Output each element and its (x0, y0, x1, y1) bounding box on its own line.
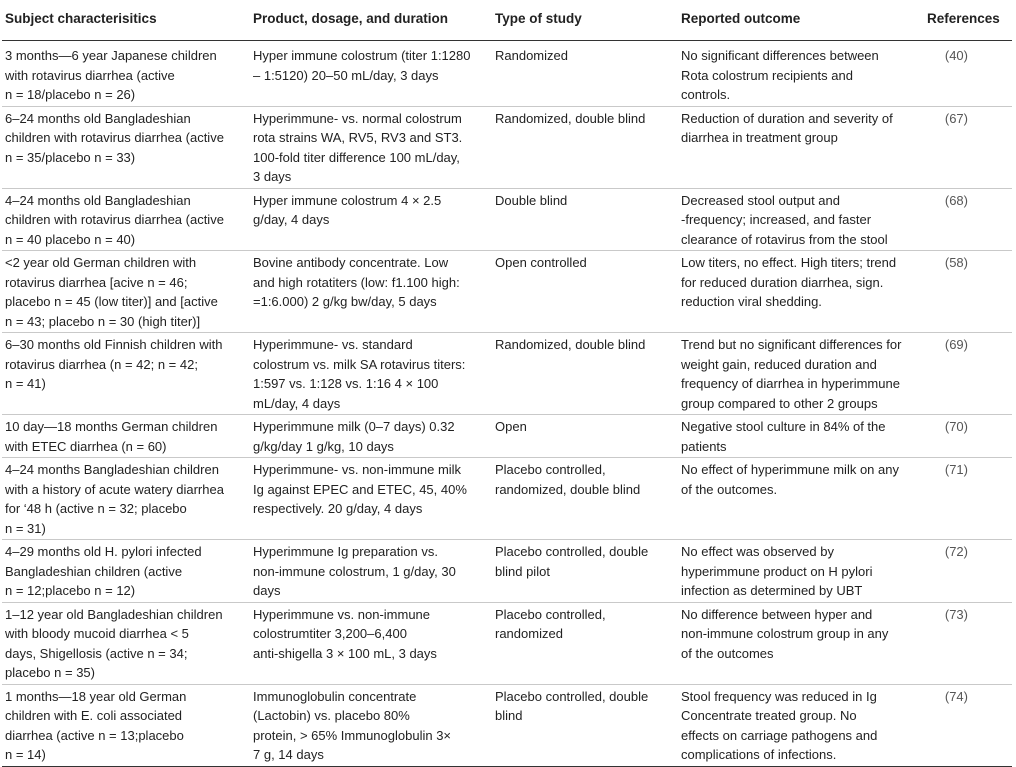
cell-line: children with E. coli associated (5, 708, 183, 723)
cell-reference: (72) (924, 540, 1012, 603)
cell-line: Placebo controlled, (495, 462, 606, 477)
cell-line: with a history of acute watery diarrhea (5, 481, 224, 497)
table-row (2, 684, 1012, 766)
cell-line: rota strains WA, RV5, RV3 and ST3. (253, 130, 463, 145)
cell-line: for reduced duration diarrhea, sign. (681, 274, 884, 290)
table-row (2, 41, 1012, 107)
cell-line: 100-fold titer difference 100 mL/day, (253, 149, 460, 165)
cell-subject (2, 188, 250, 251)
cell-line: n = 12;placebo n = 12) (5, 583, 136, 598)
cell-study-type (492, 251, 678, 333)
cell-line: Hyperimmune- vs. normal colostrum (253, 110, 462, 126)
cell-outcome (678, 188, 924, 251)
cell-line: Hyper immune colostrum (titer 1:1280 (253, 48, 471, 63)
header-references: References (924, 0, 1012, 41)
cell-reference: (58) (924, 251, 1012, 333)
cell-line: protein, > 65% Immunoglobulin 3× (253, 727, 452, 743)
cell-reference: (69) (924, 333, 1012, 415)
cell-line: Hyperimmune Ig preparation vs. (253, 544, 438, 559)
cell-line: Negative stool culture in 84% of the (681, 419, 886, 434)
cell-line: Hyperimmune- vs. non-immune milk (253, 462, 462, 477)
cell-line: Double blind (495, 192, 568, 208)
cell-line: 1:597 vs. 1:128 vs. 1:16 4 × 100 (253, 376, 439, 391)
cell-outcome (678, 251, 924, 333)
cell-line: 4–24 months Bangladeshian children (5, 462, 219, 477)
cell-line: non-immune colostrum, 1 g/day, 30 (253, 563, 456, 579)
cell-line: children with rotavirus diarrhea (active (5, 212, 224, 227)
cell-reference: (74) (924, 684, 1012, 766)
cell-line: 1–12 year old Bangladeshian children (5, 606, 223, 622)
cell-line: effects on carriage pathogens and (681, 727, 878, 743)
cell-line: No effect was observed by (681, 544, 834, 559)
cell-study-type (492, 41, 678, 107)
cell-line: Randomized, double blind (495, 337, 646, 352)
cell-line: =1:6.000) 2 g/kg bw/day, 5 days (253, 294, 437, 309)
cell-study-type (492, 106, 678, 188)
cell-line: No significant differences between (681, 48, 879, 63)
cell-line: anti-shigella 3 × 100 mL, 3 days (253, 645, 437, 661)
cell-line: Stool frequency was reduced in Ig (681, 688, 877, 704)
cell-outcome (678, 333, 924, 415)
cell-subject (2, 602, 250, 684)
cell-line: blind (495, 708, 523, 723)
cell-line: days (253, 583, 281, 598)
table-row (2, 540, 1012, 603)
cell-line: Rota colostrum recipients and (681, 67, 853, 83)
table-row (2, 333, 1012, 415)
cell-product (250, 540, 492, 603)
cell-line: g/day, 4 days (253, 212, 330, 227)
cell-line: g/kg/day 1 g/kg, 10 days (253, 438, 394, 454)
cell-product (250, 684, 492, 766)
cell-line: 6–24 months old Bangladeshian (5, 110, 191, 126)
cell-line: n = 41) (5, 376, 46, 391)
cell-outcome (678, 106, 924, 188)
cell-subject (2, 251, 250, 333)
cell-line: n = 40 placebo n = 40) (5, 231, 136, 247)
cell-line: Hyperimmune- vs. standard (253, 337, 413, 352)
cell-line: Concentrate treated group. No (681, 708, 857, 723)
cell-line: randomized (495, 626, 563, 641)
cell-line: (Lactobin) vs. placebo 80% (253, 708, 410, 723)
cell-line: Open controlled (495, 255, 587, 270)
header-subject: Subject characterisitics (2, 0, 250, 41)
cell-line: -frequency; increased, and faster (681, 212, 872, 227)
cell-line: Hyperimmune vs. non-immune (253, 606, 431, 622)
cell-line: non-immune colostrum group in any (681, 626, 889, 641)
cell-outcome (678, 415, 924, 458)
study-table (2, 0, 1012, 767)
header-outcome: Reported outcome (678, 0, 924, 41)
cell-line: 4–24 months old Bangladeshian (5, 192, 191, 208)
cell-subject (2, 458, 250, 540)
cell-line: n = 43; placebo n = 30 (high titer)] (5, 313, 201, 329)
cell-product (250, 41, 492, 107)
cell-line: of the outcomes (681, 645, 774, 661)
table-row (2, 458, 1012, 540)
cell-line: reduction viral shedding. (681, 294, 822, 309)
cell-outcome (678, 458, 924, 540)
cell-subject (2, 540, 250, 603)
cell-reference: (70) (924, 415, 1012, 458)
cell-reference: (68) (924, 188, 1012, 251)
cell-outcome (678, 41, 924, 107)
cell-product (250, 415, 492, 458)
cell-line: 4–29 months old H. pylori infected (5, 544, 202, 559)
cell-line: n = 18/placebo n = 26) (5, 87, 136, 102)
cell-line: rotavirus diarrhea [acive n = 46; (5, 274, 188, 290)
cell-line: diarrhea (active n = 13;placebo (5, 727, 184, 743)
cell-product (250, 458, 492, 540)
cell-line: hyperimmune product on H pylori (681, 563, 873, 579)
cell-line: Trend but no significant differences for (681, 337, 902, 352)
cell-line: respectively. 20 g/day, 4 days (253, 501, 423, 516)
cell-study-type (492, 458, 678, 540)
cell-study-type (492, 540, 678, 603)
cell-line: complications of infections. (681, 747, 837, 762)
cell-line: – 1:5120) 20–50 mL/day, 3 days (253, 67, 439, 83)
table-header (2, 0, 1012, 41)
cell-line: Randomized, double blind (495, 110, 646, 126)
cell-line: days, Shigellosis (active n = 34; (5, 645, 188, 661)
cell-line: 3 days (253, 169, 292, 184)
cell-study-type (492, 415, 678, 458)
cell-line: Decreased stool output and (681, 192, 840, 208)
cell-line: 10 day—18 months German children (5, 419, 218, 434)
cell-line: for ‘48 h (active n = 32; placebo (5, 501, 187, 516)
cell-line: clearance of rotavirus from the stool (681, 231, 888, 247)
cell-reference: (67) (924, 106, 1012, 188)
cell-line: 6–30 months old Finnish children with (5, 337, 223, 352)
cell-line: mL/day, 4 days (253, 395, 341, 411)
cell-line: colostrum vs. milk SA rotavirus titers: (253, 356, 466, 372)
cell-line: with rotavirus diarrhea (active (5, 67, 175, 83)
cell-line: weight gain, reduced duration and (681, 356, 877, 372)
table-row (2, 251, 1012, 333)
cell-outcome (678, 602, 924, 684)
cell-study-type (492, 684, 678, 766)
header-study-type: Type of study (492, 0, 678, 41)
cell-line: 1 months—18 year old German (5, 688, 187, 704)
cell-line: randomized, double blind (495, 481, 641, 497)
table-row (2, 602, 1012, 684)
cell-study-type (492, 188, 678, 251)
cell-line: n = 14) (5, 747, 46, 762)
table-body (2, 41, 1012, 767)
cell-product (250, 251, 492, 333)
cell-reference: (40) (924, 41, 1012, 107)
table-row (2, 415, 1012, 458)
cell-line: frequency of diarrhea in hyperimmune (681, 376, 900, 391)
cell-line: diarrhea in treatment group (681, 130, 838, 145)
cell-line: n = 35/placebo n = 33) (5, 149, 136, 165)
cell-line: placebo n = 35) (5, 665, 95, 680)
table-row (2, 188, 1012, 251)
cell-study-type (492, 333, 678, 415)
cell-line: Bangladeshian children (active (5, 563, 183, 579)
cell-subject (2, 415, 250, 458)
cell-line: Randomized (495, 48, 568, 63)
cell-line: and high rotatiters (low: f1.100 high: (253, 274, 460, 290)
cell-line: with bloody mucoid diarrhea < 5 (5, 626, 189, 641)
cell-subject (2, 684, 250, 766)
cell-line: children with rotavirus diarrhea (active (5, 130, 224, 145)
cell-line: Low titers, no effect. High titers; trend (681, 255, 897, 270)
header-row (2, 0, 1012, 41)
cell-line: Reduction of duration and severity of (681, 110, 893, 126)
cell-line: Ig against EPEC and ETEC, 45, 40% (253, 481, 467, 497)
cell-line: No difference between hyper and (681, 606, 873, 622)
cell-line: of the outcomes. (681, 481, 778, 497)
cell-line: patients (681, 438, 727, 454)
cell-outcome (678, 540, 924, 603)
cell-reference: (73) (924, 602, 1012, 684)
cell-line: controls. (681, 87, 731, 102)
cell-line: Placebo controlled, (495, 606, 606, 622)
cell-line: colostrumtiter 3,200–6,400 (253, 626, 407, 641)
cell-study-type (492, 602, 678, 684)
cell-line: <2 year old German children with (5, 255, 197, 270)
cell-subject (2, 106, 250, 188)
cell-line: infection as determined by UBT (681, 583, 863, 598)
cell-line: placebo n = 45 (low titer)] and [active (5, 294, 218, 309)
header-product: Product, dosage, and duration (250, 0, 492, 41)
cell-product (250, 333, 492, 415)
cell-line: Open (495, 419, 527, 434)
cell-subject (2, 333, 250, 415)
table-row (2, 106, 1012, 188)
cell-line: Hyperimmune milk (0–7 days) 0.32 (253, 419, 455, 434)
cell-product (250, 602, 492, 684)
cell-line: blind pilot (495, 563, 550, 579)
cell-line: Immunoglobulin concentrate (253, 688, 417, 704)
cell-line: Placebo controlled, double (495, 544, 649, 559)
cell-product (250, 106, 492, 188)
cell-line: Hyper immune colostrum 4 × 2.5 (253, 192, 442, 208)
cell-line: No effect of hyperimmune milk on any (681, 462, 899, 477)
cell-line: 7 g, 14 days (253, 747, 324, 762)
cell-subject (2, 41, 250, 107)
cell-line: Bovine antibody concentrate. Low (253, 255, 449, 270)
cell-line: group compared to other 2 groups (681, 395, 878, 411)
cell-outcome (678, 684, 924, 766)
cell-line: n = 31) (5, 520, 46, 536)
cell-line: rotavirus diarrhea (n = 42; n = 42; (5, 356, 198, 372)
cell-line: with ETEC diarrhea (n = 60) (5, 438, 167, 454)
cell-line: Placebo controlled, double (495, 688, 649, 704)
cell-product (250, 188, 492, 251)
cell-reference: (71) (924, 458, 1012, 540)
cell-line: 3 months—6 year Japanese children (5, 48, 217, 63)
